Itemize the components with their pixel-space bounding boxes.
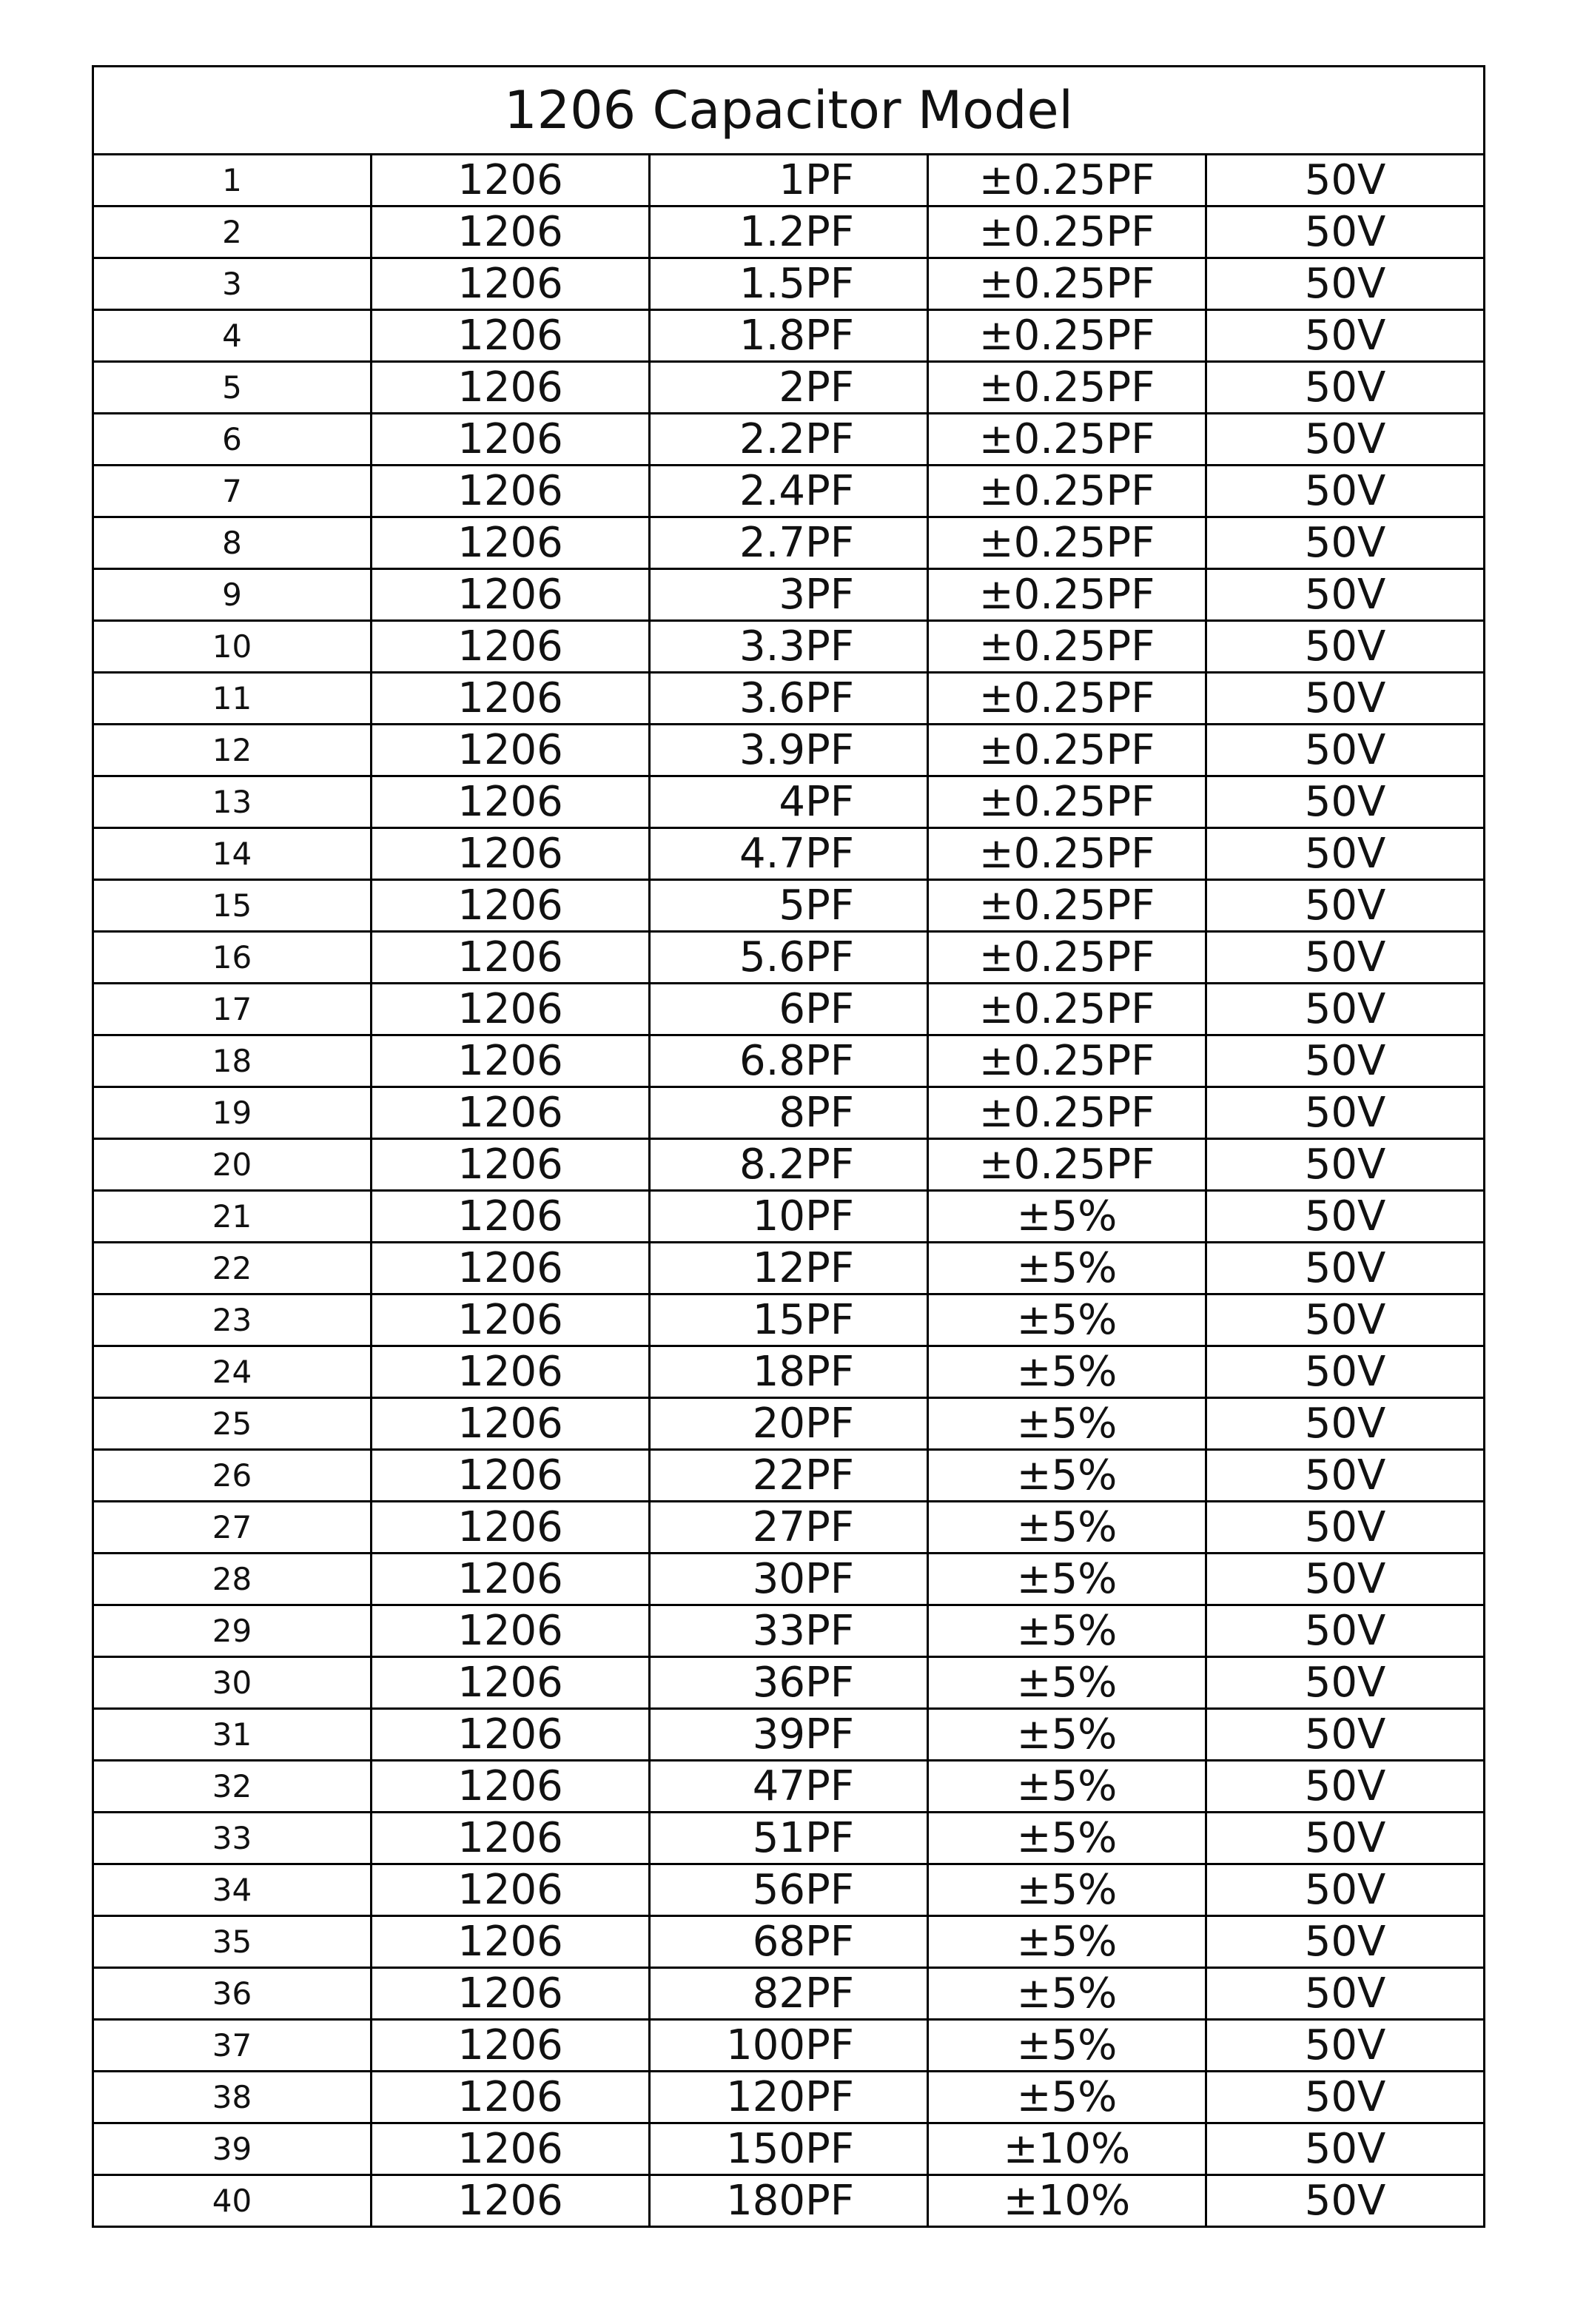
tolerance-cell: ±5% [928,2020,1206,2072]
row-index-cell: 30 [93,1657,372,1709]
table-row [93,414,1485,466]
capacitance-cell: 1.2PF [650,206,928,258]
package-cell: 1206 [372,621,650,673]
package-cell: 1206 [372,2020,650,2072]
capacitance-cell: 2.2PF [650,414,928,466]
capacitance-cell: 4PF [650,776,928,828]
row-index-cell: 28 [93,1554,372,1605]
table-row [93,1035,1485,1087]
row-index-cell: 5 [93,362,372,414]
tolerance-cell: ±0.25PF [928,569,1206,621]
title-row [93,67,1485,155]
capacitance-cell: 12PF [650,1243,928,1294]
tolerance-cell: ±5% [928,1813,1206,1864]
capacitance-cell: 6.8PF [650,1035,928,1087]
capacitance-cell: 20PF [650,1398,928,1450]
capacitance-cell: 82PF [650,1968,928,2020]
package-cell: 1206 [372,2123,650,2175]
package-cell: 1206 [372,1450,650,1502]
voltage-cell: 50V [1206,932,1485,984]
package-cell: 1206 [372,1346,650,1398]
capacitance-cell: 3.3PF [650,621,928,673]
tolerance-cell: ±0.25PF [928,1139,1206,1191]
voltage-cell: 50V [1206,2123,1485,2175]
tolerance-cell: ±0.25PF [928,310,1206,362]
table-row [93,1398,1485,1450]
row-index-cell: 18 [93,1035,372,1087]
row-index-cell: 1 [93,155,372,206]
table-row [93,1813,1485,1864]
capacitance-cell: 18PF [650,1346,928,1398]
capacitance-cell: 33PF [650,1605,928,1657]
tolerance-cell: ±0.25PF [928,258,1206,310]
table-row [93,1087,1485,1139]
voltage-cell: 50V [1206,1813,1485,1864]
capacitor-sheet [92,65,1483,2228]
row-index-cell: 9 [93,569,372,621]
table-row [93,569,1485,621]
capacitance-cell: 1.5PF [650,258,928,310]
tolerance-cell: ±5% [928,1864,1206,1916]
capacitance-cell: 30PF [650,1554,928,1605]
tolerance-cell: ±5% [928,1605,1206,1657]
table-row [93,984,1485,1035]
package-cell: 1206 [372,2072,650,2123]
row-index-cell: 16 [93,932,372,984]
voltage-cell: 50V [1206,725,1485,776]
package-cell: 1206 [372,776,650,828]
table-row [93,1554,1485,1605]
voltage-cell: 50V [1206,2072,1485,2123]
voltage-cell: 50V [1206,1398,1485,1450]
row-index-cell: 32 [93,1761,372,1813]
table-body [93,67,1485,2227]
capacitance-cell: 2PF [650,362,928,414]
voltage-cell: 50V [1206,1035,1485,1087]
table-row [93,776,1485,828]
table-row [93,725,1485,776]
tolerance-cell: ±0.25PF [928,517,1206,569]
voltage-cell: 50V [1206,466,1485,517]
tolerance-cell: ±5% [928,1502,1206,1554]
tolerance-cell: ±0.25PF [928,984,1206,1035]
tolerance-cell: ±5% [928,1398,1206,1450]
tolerance-cell: ±0.25PF [928,155,1206,206]
capacitance-cell: 3.9PF [650,725,928,776]
table-row [93,362,1485,414]
row-index-cell: 21 [93,1191,372,1243]
capacitor-table [92,65,1485,2228]
row-index-cell: 4 [93,310,372,362]
row-index-cell: 39 [93,2123,372,2175]
tolerance-cell: ±5% [928,1191,1206,1243]
package-cell: 1206 [372,517,650,569]
voltage-cell: 50V [1206,517,1485,569]
tolerance-cell: ±10% [928,2123,1206,2175]
row-index-cell: 27 [93,1502,372,1554]
package-cell: 1206 [372,1035,650,1087]
package-cell: 1206 [372,1709,650,1761]
capacitance-cell: 2.7PF [650,517,928,569]
row-index-cell: 22 [93,1243,372,1294]
voltage-cell: 50V [1206,1761,1485,1813]
tolerance-cell: ±0.25PF [928,776,1206,828]
table-row [93,155,1485,206]
tolerance-cell: ±5% [928,1709,1206,1761]
package-cell: 1206 [372,1864,650,1916]
voltage-cell: 50V [1206,1709,1485,1761]
row-index-cell: 26 [93,1450,372,1502]
table-row [93,206,1485,258]
capacitance-cell: 51PF [650,1813,928,1864]
capacitance-cell: 3PF [650,569,928,621]
table-row [93,466,1485,517]
voltage-cell: 50V [1206,1294,1485,1346]
package-cell: 1206 [372,1554,650,1605]
voltage-cell: 50V [1206,155,1485,206]
tolerance-cell: ±0.25PF [928,828,1206,880]
row-index-cell: 38 [93,2072,372,2123]
table-row [93,1191,1485,1243]
package-cell: 1206 [372,1139,650,1191]
row-index-cell: 31 [93,1709,372,1761]
capacitance-cell: 3.6PF [650,673,928,725]
voltage-cell: 50V [1206,2020,1485,2072]
tolerance-cell: ±0.25PF [928,621,1206,673]
voltage-cell: 50V [1206,1139,1485,1191]
voltage-cell: 50V [1206,1968,1485,2020]
table-row [93,932,1485,984]
table-row [93,2020,1485,2072]
tolerance-cell: ±5% [928,2072,1206,2123]
tolerance-cell: ±0.25PF [928,206,1206,258]
row-index-cell: 36 [93,1968,372,2020]
table-row [93,2123,1485,2175]
table-row [93,673,1485,725]
package-cell: 1206 [372,1087,650,1139]
tolerance-cell: ±0.25PF [928,362,1206,414]
row-index-cell: 20 [93,1139,372,1191]
voltage-cell: 50V [1206,673,1485,725]
row-index-cell: 13 [93,776,372,828]
voltage-cell: 50V [1206,1502,1485,1554]
package-cell: 1206 [372,1294,650,1346]
table-row [93,880,1485,932]
table-row [93,1761,1485,1813]
tolerance-cell: ±5% [928,1450,1206,1502]
tolerance-cell: ±0.25PF [928,1087,1206,1139]
capacitance-cell: 39PF [650,1709,928,1761]
row-index-cell: 34 [93,1864,372,1916]
voltage-cell: 50V [1206,776,1485,828]
capacitance-cell: 5PF [650,880,928,932]
row-index-cell: 7 [93,466,372,517]
package-cell: 1206 [372,206,650,258]
voltage-cell: 50V [1206,1191,1485,1243]
voltage-cell: 50V [1206,1864,1485,1916]
package-cell: 1206 [372,880,650,932]
package-cell: 1206 [372,1916,650,1968]
capacitance-cell: 100PF [650,2020,928,2072]
voltage-cell: 50V [1206,984,1485,1035]
table-row [93,1605,1485,1657]
row-index-cell: 40 [93,2175,372,2227]
table-row [93,1243,1485,1294]
row-index-cell: 2 [93,206,372,258]
package-cell: 1206 [372,362,650,414]
voltage-cell: 50V [1206,2175,1485,2227]
package-cell: 1206 [372,2175,650,2227]
voltage-cell: 50V [1206,1346,1485,1398]
voltage-cell: 50V [1206,569,1485,621]
capacitance-cell: 36PF [650,1657,928,1709]
table-row [93,1864,1485,1916]
row-index-cell: 12 [93,725,372,776]
tolerance-cell: ±0.25PF [928,725,1206,776]
capacitance-cell: 15PF [650,1294,928,1346]
tolerance-cell: ±5% [928,1761,1206,1813]
voltage-cell: 50V [1206,414,1485,466]
table-row [93,2072,1485,2123]
table-title: 1206 Capacitor Model [93,67,1485,155]
package-cell: 1206 [372,1398,650,1450]
voltage-cell: 50V [1206,828,1485,880]
tolerance-cell: ±0.25PF [928,466,1206,517]
row-index-cell: 23 [93,1294,372,1346]
row-index-cell: 3 [93,258,372,310]
voltage-cell: 50V [1206,1916,1485,1968]
table-row [93,1916,1485,1968]
voltage-cell: 50V [1206,621,1485,673]
capacitance-cell: 1PF [650,155,928,206]
package-cell: 1206 [372,414,650,466]
package-cell: 1206 [372,1968,650,2020]
capacitance-cell: 68PF [650,1916,928,1968]
table-row [93,1968,1485,2020]
tolerance-cell: ±5% [928,1968,1206,2020]
row-index-cell: 8 [93,517,372,569]
voltage-cell: 50V [1206,1450,1485,1502]
package-cell: 1206 [372,1243,650,1294]
package-cell: 1206 [372,1191,650,1243]
tolerance-cell: ±5% [928,1657,1206,1709]
voltage-cell: 50V [1206,1605,1485,1657]
table-row [93,1346,1485,1398]
voltage-cell: 50V [1206,1243,1485,1294]
capacitance-cell: 1.8PF [650,310,928,362]
capacitance-cell: 8PF [650,1087,928,1139]
table-row [93,517,1485,569]
table-row [93,828,1485,880]
row-index-cell: 6 [93,414,372,466]
capacitance-cell: 180PF [650,2175,928,2227]
voltage-cell: 50V [1206,880,1485,932]
table-row [93,1709,1485,1761]
capacitance-cell: 150PF [650,2123,928,2175]
row-index-cell: 24 [93,1346,372,1398]
row-index-cell: 17 [93,984,372,1035]
voltage-cell: 50V [1206,258,1485,310]
row-index-cell: 29 [93,1605,372,1657]
package-cell: 1206 [372,1813,650,1864]
row-index-cell: 35 [93,1916,372,1968]
package-cell: 1206 [372,1657,650,1709]
package-cell: 1206 [372,310,650,362]
tolerance-cell: ±5% [928,1243,1206,1294]
table-row [93,1294,1485,1346]
row-index-cell: 10 [93,621,372,673]
voltage-cell: 50V [1206,310,1485,362]
package-cell: 1206 [372,984,650,1035]
voltage-cell: 50V [1206,1087,1485,1139]
table-row [93,2175,1485,2227]
package-cell: 1206 [372,932,650,984]
package-cell: 1206 [372,1502,650,1554]
package-cell: 1206 [372,155,650,206]
capacitance-cell: 8.2PF [650,1139,928,1191]
voltage-cell: 50V [1206,362,1485,414]
table-row [93,1450,1485,1502]
capacitance-cell: 10PF [650,1191,928,1243]
capacitance-cell: 2.4PF [650,466,928,517]
tolerance-cell: ±0.25PF [928,1035,1206,1087]
row-index-cell: 19 [93,1087,372,1139]
capacitance-cell: 6PF [650,984,928,1035]
row-index-cell: 11 [93,673,372,725]
capacitance-cell: 4.7PF [650,828,928,880]
voltage-cell: 50V [1206,1657,1485,1709]
table-row [93,1657,1485,1709]
tolerance-cell: ±5% [928,1554,1206,1605]
tolerance-cell: ±0.25PF [928,880,1206,932]
table-row [93,258,1485,310]
voltage-cell: 50V [1206,206,1485,258]
row-index-cell: 37 [93,2020,372,2072]
row-index-cell: 25 [93,1398,372,1450]
capacitance-cell: 56PF [650,1864,928,1916]
capacitance-cell: 120PF [650,2072,928,2123]
package-cell: 1206 [372,673,650,725]
package-cell: 1206 [372,1761,650,1813]
tolerance-cell: ±5% [928,1916,1206,1968]
tolerance-cell: ±10% [928,2175,1206,2227]
table-row [93,1139,1485,1191]
tolerance-cell: ±0.25PF [928,932,1206,984]
row-index-cell: 14 [93,828,372,880]
tolerance-cell: ±0.25PF [928,414,1206,466]
tolerance-cell: ±5% [928,1346,1206,1398]
tolerance-cell: ±5% [928,1294,1206,1346]
table-row [93,621,1485,673]
voltage-cell: 50V [1206,1554,1485,1605]
table-row [93,310,1485,362]
capacitance-cell: 47PF [650,1761,928,1813]
tolerance-cell: ±0.25PF [928,673,1206,725]
package-cell: 1206 [372,725,650,776]
package-cell: 1206 [372,828,650,880]
package-cell: 1206 [372,258,650,310]
package-cell: 1206 [372,466,650,517]
row-index-cell: 15 [93,880,372,932]
capacitance-cell: 22PF [650,1450,928,1502]
row-index-cell: 33 [93,1813,372,1864]
package-cell: 1206 [372,1605,650,1657]
table-row [93,1502,1485,1554]
capacitance-cell: 27PF [650,1502,928,1554]
capacitance-cell: 5.6PF [650,932,928,984]
package-cell: 1206 [372,569,650,621]
